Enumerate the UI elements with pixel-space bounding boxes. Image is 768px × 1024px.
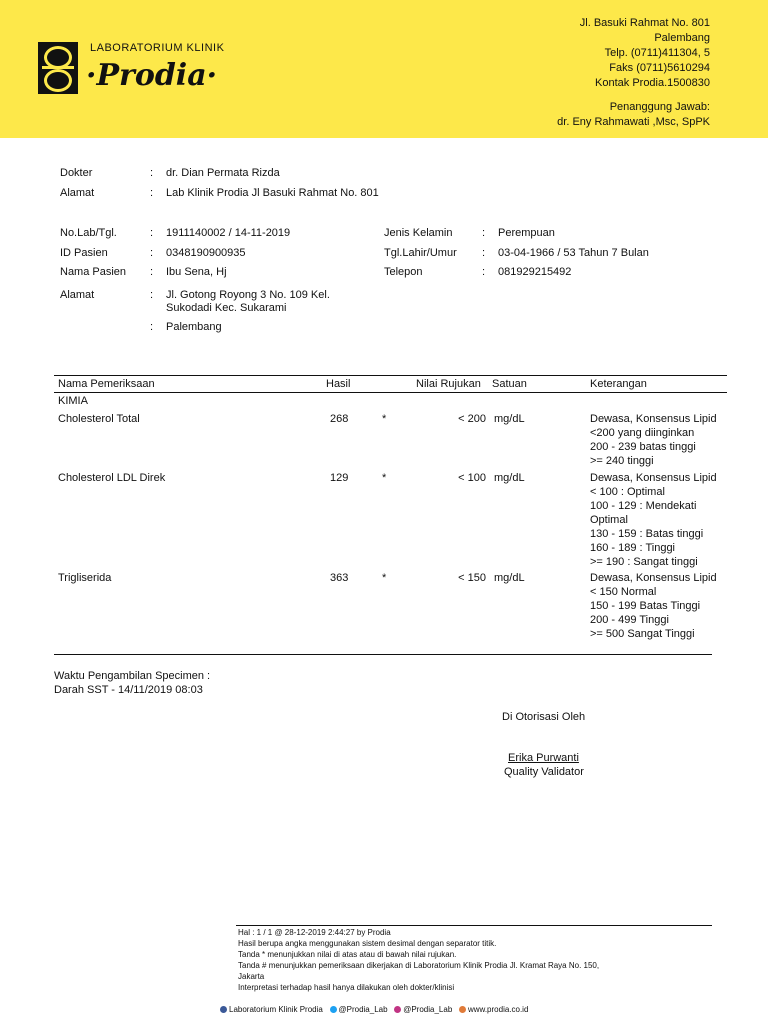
note-line: Dewasa, Konsensus Lipid [590, 572, 717, 584]
address-line: Faks (0711)5610294 [609, 62, 710, 74]
responsible-block [557, 100, 710, 130]
twitter-icon [330, 1006, 337, 1013]
note-line: Dewasa, Konsensus Lipid [590, 413, 717, 425]
lab-label: LABORATORIUM KLINIK [90, 42, 225, 54]
prodia-logo-icon [38, 42, 78, 94]
colon: : [150, 321, 154, 333]
specimen-value: Darah SST - 14/11/2019 08:03 [54, 684, 203, 696]
colon: : [150, 247, 154, 259]
col-header-name: Nama Pemeriksaan [58, 378, 155, 390]
id-value: 0348190900935 [166, 247, 246, 259]
alamat-label: Alamat [60, 289, 95, 301]
nama-label: Nama Pasien [60, 266, 127, 278]
specimen-label: Waktu Pengambilan Specimen : [54, 670, 211, 682]
alamat-dokter-value: Lab Klinik Prodia Jl Basuki Rahmat No. 801 [166, 187, 379, 199]
address-line: Telp. (0711)411304, 5 [604, 47, 710, 59]
note-line: Optimal [590, 514, 628, 526]
footer-line: Interpretasi terhadap hasil hanya dilakukan oleh dokter/klinisi [238, 983, 455, 992]
responsible-name: dr. Eny Rahmawati ,Msc, SpPK [557, 116, 710, 128]
validator-name: Erika Purwanti [508, 752, 579, 764]
col-header-result: Hasil [326, 378, 351, 390]
test-reference: < 150 [458, 572, 486, 584]
table-header-rule [54, 392, 727, 393]
colon: : [482, 247, 486, 259]
note-line: 200 - 239 batas tinggi [590, 441, 696, 453]
lahir-label: Tgl.Lahir/Umur [384, 247, 457, 259]
colon: : [150, 227, 154, 239]
colon: : [150, 289, 154, 301]
test-name: Cholesterol Total [58, 413, 140, 425]
section-label: KIMIA [58, 395, 88, 407]
note-line: 100 - 129 : Mendekati [590, 500, 697, 512]
nolab-value: 1911140002 / 14-11-2019 [166, 227, 291, 239]
test-name: Trigliserida [58, 572, 112, 584]
nolab-label: No.Lab/Tgl. [60, 227, 117, 239]
colon: : [482, 227, 486, 239]
note-line: 160 - 189 : Tinggi [590, 542, 676, 554]
test-notes [590, 471, 717, 569]
jk-value: Perempuan [498, 227, 555, 239]
footer-line: Tanda # menunjukkan pemeriksaan dikerjakan di Laboratorium Klinik Prodia Jl. Kramat Raya No. 150, [238, 961, 600, 970]
table-bottom-rule [54, 654, 712, 655]
id-label: ID Pasien [60, 247, 108, 259]
footer-line: Tanda * menunjukkan nilai di atas atau di bawah nilai rujukan. [238, 950, 457, 959]
address-line: Kontak Prodia.1500830 [595, 77, 710, 89]
abnormal-flag: * [382, 572, 387, 584]
abnormal-flag: * [382, 472, 387, 484]
note-line: 150 - 199 Batas Tinggi [590, 600, 701, 612]
note-line: < 100 : Optimal [590, 486, 665, 498]
note-line: >= 500 Sangat Tinggi [590, 628, 695, 640]
test-reference: < 200 [458, 413, 486, 425]
facebook-icon [220, 1006, 227, 1013]
alamat-line-1: Jl. Gotong Royong 3 No. 109 Kel. [166, 289, 330, 301]
footer-line: Hal : 1 / 1 @ 28-12-2019 2:44:27 by Prodia [238, 928, 391, 937]
test-notes [590, 571, 717, 641]
dokter-value: dr. Dian Permata Rizda [166, 167, 280, 179]
lab-address [580, 16, 710, 91]
social-instagram-label[interactable]: @Prodia_Lab [403, 1005, 453, 1014]
abnormal-flag: * [382, 413, 387, 425]
footer-rule [236, 925, 712, 926]
dokter-label: Dokter [60, 167, 93, 179]
note-line: <200 yang diinginkan [590, 427, 695, 439]
colon: : [150, 266, 154, 278]
col-header-note: Keterangan [590, 378, 647, 390]
telp-label: Telepon [384, 266, 423, 278]
note-line: 200 - 499 Tinggi [590, 614, 669, 626]
note-line: 130 - 159 : Batas tinggi [590, 528, 704, 540]
alamat-dokter-label: Alamat [60, 187, 95, 199]
note-line: < 150 Normal [590, 586, 657, 598]
authorization-label: Di Otorisasi Oleh [502, 711, 586, 723]
social-links [220, 1005, 528, 1014]
responsible-label: Penanggung Jawab: [609, 101, 710, 113]
nama-value: Ibu Sena, Hj [166, 266, 227, 278]
test-result: 363 [330, 572, 349, 584]
note-line: >= 240 tinggi [590, 455, 654, 467]
social-twitter-label[interactable]: @Prodia_Lab [338, 1005, 388, 1014]
social-facebook-label[interactable]: Laboratorium Klinik Prodia [229, 1005, 323, 1014]
test-unit: mg/dL [494, 572, 525, 584]
test-name: Cholesterol LDL Direk [58, 472, 166, 484]
test-result: 129 [330, 472, 349, 484]
address-line: Jl. Basuki Rahmat No. 801 [579, 17, 710, 29]
test-result: 268 [330, 413, 349, 425]
validator-role: Quality Validator [504, 766, 584, 778]
address-line: Palembang [654, 32, 710, 44]
telp-value: 081929215492 [498, 266, 572, 278]
lahir-value: 03-04-1966 / 53 Tahun 7 Bulan [498, 247, 649, 259]
alamat-line-3: Palembang [166, 321, 222, 333]
colon: : [150, 167, 154, 179]
test-reference: < 100 [458, 472, 486, 484]
table-top-rule [54, 375, 727, 376]
test-notes [590, 412, 717, 468]
test-unit: mg/dL [494, 413, 525, 425]
alamat-line-2: Sukodadi Kec. Sukarami [166, 302, 287, 314]
col-header-unit: Satuan [492, 378, 527, 390]
col-header-ref: Nilai Rujukan [416, 378, 481, 390]
jk-label: Jenis Kelamin [384, 227, 453, 239]
colon: : [482, 266, 486, 278]
footer-notes [238, 927, 718, 993]
colon: : [150, 187, 154, 199]
instagram-icon [394, 1006, 401, 1013]
note-line: >= 190 : Sangat tinggi [590, 556, 698, 568]
social-web-label[interactable]: www.prodia.co.id [467, 1005, 529, 1014]
footer-line: Jakarta [238, 972, 265, 981]
test-unit: mg/dL [494, 472, 525, 484]
web-icon [459, 1006, 466, 1013]
brand-logotype: ·Prodia· [86, 58, 218, 93]
footer-line: Hasil berupa angka menggunakan sistem desimal dengan separator titik. [238, 939, 497, 948]
note-line: Dewasa, Konsensus Lipid [590, 472, 717, 484]
